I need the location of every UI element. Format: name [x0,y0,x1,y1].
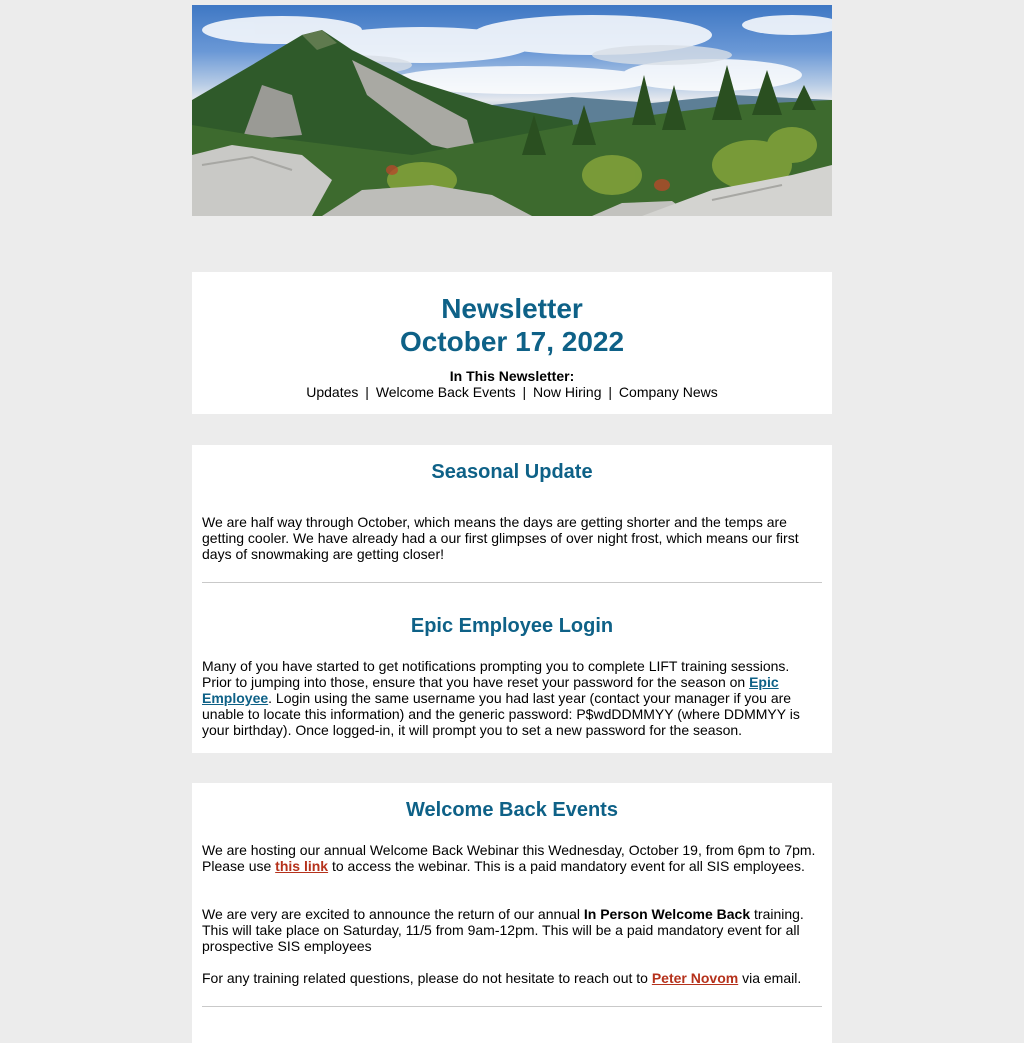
in-person-text: We are very are excited to announce the return of our annual [202,906,584,922]
newsletter-date: October 17, 2022 [399,326,625,357]
nav-separator: | [522,384,527,400]
epic-login-body [202,658,822,738]
training-questions-text-after: via email. [738,970,802,986]
webinar-paragraph [202,842,822,874]
nav-now-hiring[interactable]: Now Hiring [533,384,602,400]
epic-login-title: Epic Employee Login [410,615,614,637]
seasonal-update-card [192,445,832,753]
training-questions-paragraph [202,970,822,986]
webinar-link[interactable]: this link [275,858,329,874]
training-questions-text: For any training related questions, please do not hesitate to reach out to [202,970,652,986]
nav-company-news[interactable]: Company News [618,384,718,400]
nav-updates[interactable]: Updates [306,384,359,400]
epic-login-text-after: . Login using the same username you had last year (contact your manager if you are unable to locate this information) and the generic password: P$wdDDMMYY (where DDMMYY is your birthday). Once logged-in, it will prompt you to set a new password for the season. [202,690,800,738]
epic-employee-link[interactable]: Epic Employee [202,674,779,706]
section-divider [202,582,822,583]
in-person-text-after: training. This will take place on Saturday, 11/5 from 9am-12pm. This will be a paid mandatory event for all prospective SIS employees [202,906,804,954]
in-this-newsletter-label: In This Newsletter: [449,368,575,384]
hero-landscape-image [192,5,832,216]
welcome-back-events-title: Welcome Back Events [406,799,618,821]
seasonal-update-body: We are half way through October, which means the days are getting shorter and the temps are getting cooler. We have already had a our first glimpses of over night frost, which means our first days of snowmaking are getting closer! [202,514,799,562]
seasonal-update-title: Seasonal Update [431,461,593,483]
nav-welcome-back-events[interactable]: Welcome Back Events [375,384,516,400]
webinar-text-after: to access the webinar. This is a paid mandatory event for all SIS employees. [328,858,805,874]
newsletter-header-card [192,272,832,414]
in-person-paragraph [202,906,822,954]
nav-separator: | [608,384,613,400]
epic-login-text: Many of you have started to get notifications prompting you to complete LIFT training sessions. Prior to jumping into those, ensure that you have reset your password for the season on [202,658,790,690]
peter-novom-link[interactable]: Peter Novom [651,970,739,986]
in-person-welcome-back-bold: In Person Welcome Back [583,906,751,922]
nav-separator: | [365,384,369,400]
webinar-text: We are hosting our annual Welcome Back Webinar this Wednesday, October 19, from 6pm to 7pm. Please use [202,842,816,874]
welcome-back-events-card [192,783,832,1043]
section-divider [202,1006,822,1007]
newsletter-nav [192,384,832,400]
newsletter-title: Newsletter [441,293,583,324]
